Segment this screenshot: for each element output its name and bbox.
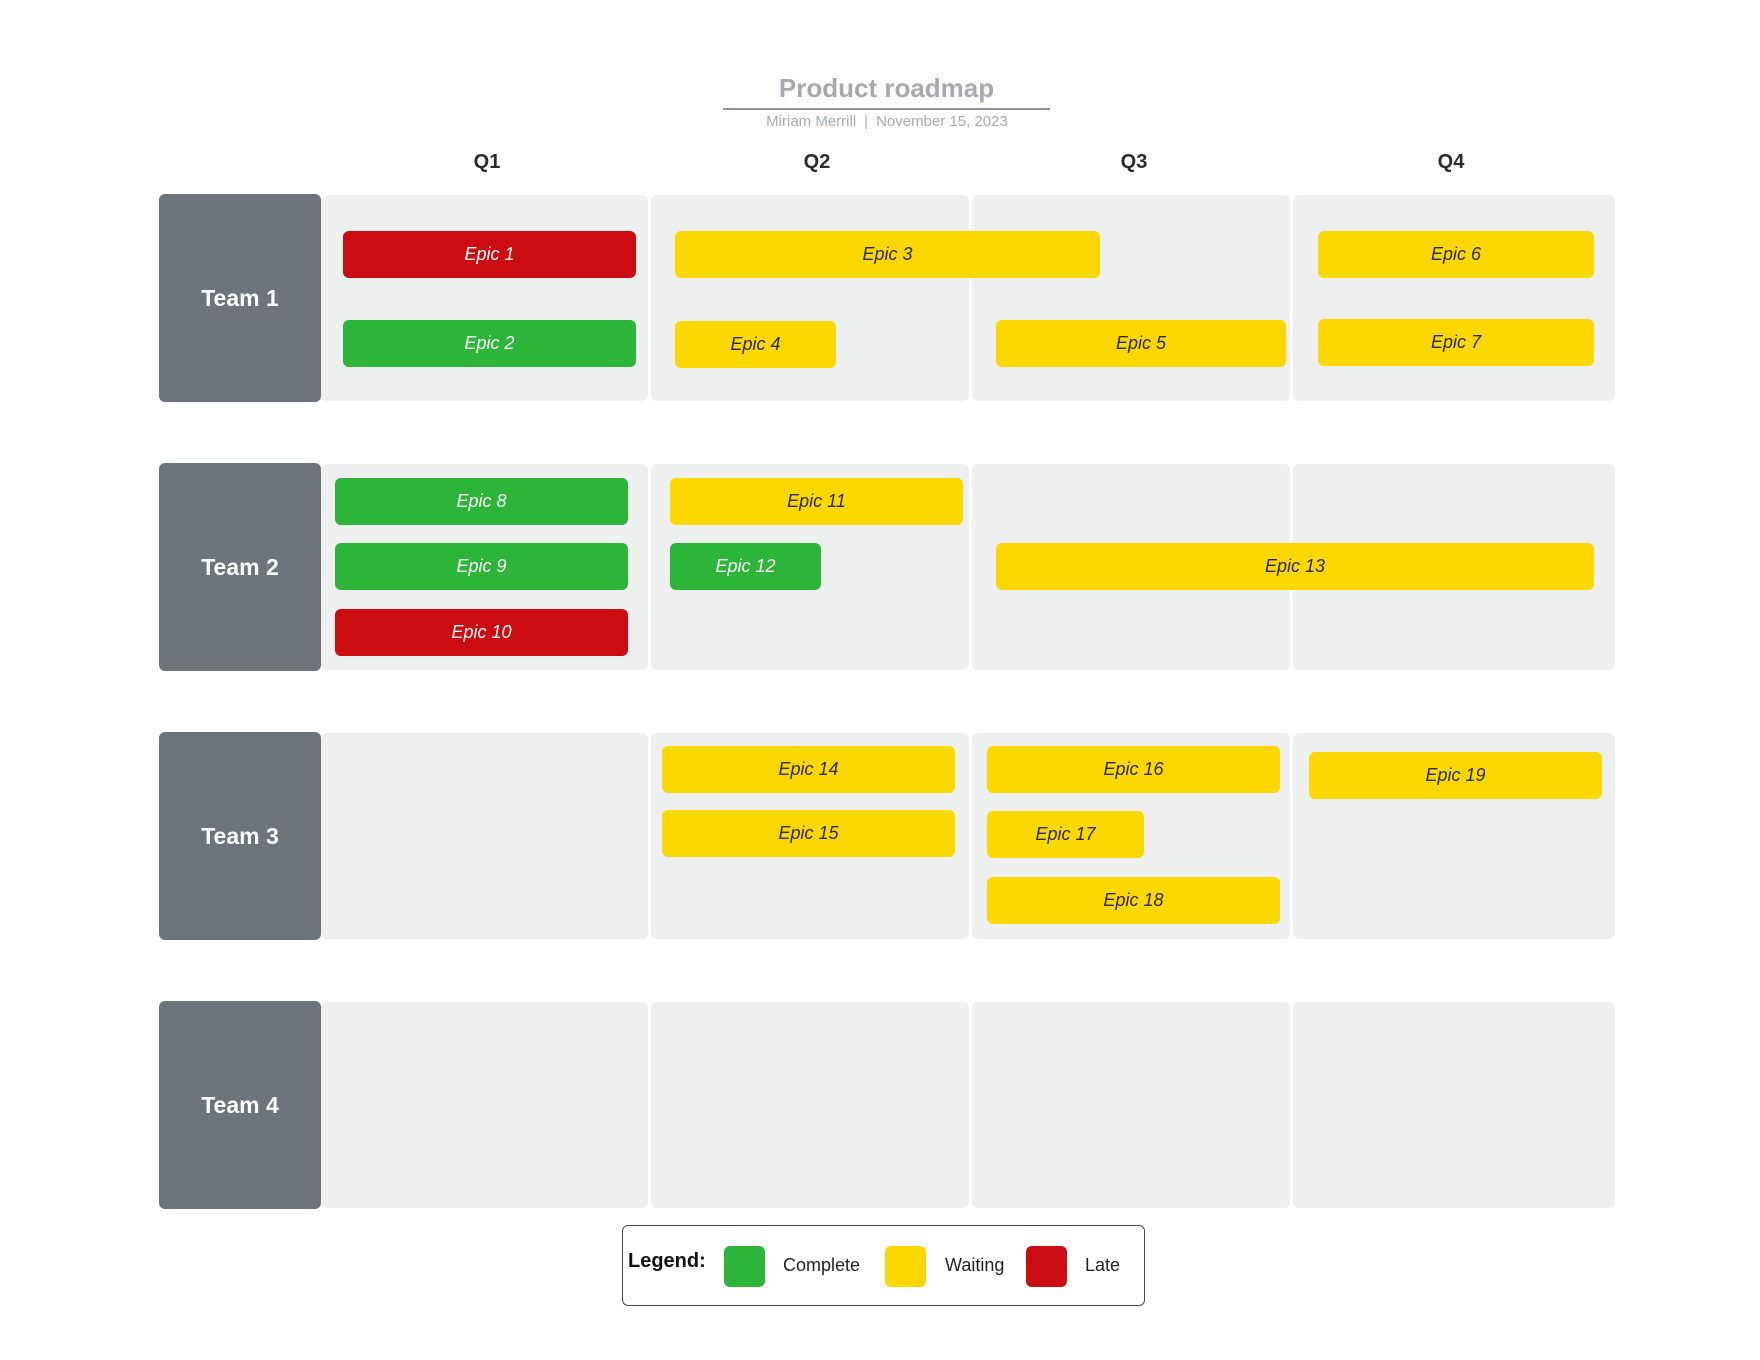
- legend-label-complete: Complete: [783, 1255, 861, 1275]
- epic-bar-epic-15[interactable]: Epic 15: [662, 810, 955, 857]
- epic-bar-epic-8[interactable]: Epic 8: [335, 478, 628, 525]
- quarter-header-q2: Q2: [803, 151, 831, 173]
- subtitle: [700, 113, 1074, 130]
- quarter-cell: [972, 1002, 1290, 1208]
- page-title: Product roadmap: [723, 70, 1050, 110]
- epic-bar-epic-10[interactable]: Epic 10: [335, 609, 628, 656]
- quarter-cell: [972, 195, 1290, 401]
- separator: |: [864, 113, 869, 130]
- quarter-cell: [651, 195, 969, 401]
- epic-bar-epic-14[interactable]: Epic 14: [662, 746, 955, 793]
- team-label-1: Team 1: [159, 194, 321, 402]
- epic-bar-epic-6[interactable]: Epic 6: [1318, 231, 1594, 278]
- quarter-cell: [321, 195, 648, 401]
- team-label-4: Team 4: [159, 1001, 321, 1209]
- team-label-2: Team 2: [159, 463, 321, 671]
- quarter-cell: [321, 733, 648, 939]
- quarter-cell: [1293, 1002, 1615, 1208]
- legend-swatch-complete: [724, 1246, 765, 1287]
- author: Miriam Merrill: [766, 113, 857, 130]
- legend-swatch-waiting: [885, 1246, 926, 1287]
- legend-label-waiting: Waiting: [945, 1255, 1005, 1275]
- quarter-cell: [651, 1002, 969, 1208]
- quarter-header-q4: Q4: [1437, 151, 1465, 173]
- epic-bar-epic-2[interactable]: Epic 2: [343, 320, 636, 367]
- epic-bar-epic-13[interactable]: Epic 13: [996, 543, 1594, 590]
- epic-bar-epic-5[interactable]: Epic 5: [996, 320, 1286, 367]
- legend-label-late: Late: [1085, 1255, 1121, 1275]
- epic-bar-epic-9[interactable]: Epic 9: [335, 543, 628, 590]
- epic-bar-epic-11[interactable]: Epic 11: [670, 478, 963, 525]
- date: November 15, 2023: [876, 113, 1008, 130]
- epic-bar-epic-12[interactable]: Epic 12: [670, 543, 821, 590]
- epic-bar-epic-18[interactable]: Epic 18: [987, 877, 1280, 924]
- epic-bar-epic-1[interactable]: Epic 1: [343, 231, 636, 278]
- quarter-cell: [321, 1002, 648, 1208]
- epic-bar-epic-4[interactable]: Epic 4: [675, 321, 836, 368]
- epic-bar-epic-7[interactable]: Epic 7: [1318, 319, 1594, 366]
- quarter-header-q1: Q1: [473, 151, 501, 173]
- epic-bar-epic-19[interactable]: Epic 19: [1309, 752, 1602, 799]
- epic-bar-epic-3[interactable]: Epic 3: [675, 231, 1100, 278]
- epic-bar-epic-17[interactable]: Epic 17: [987, 811, 1144, 858]
- legend-swatch-late: [1026, 1246, 1067, 1287]
- team-label-3: Team 3: [159, 732, 321, 940]
- legend-title: Legend:: [628, 1250, 706, 1272]
- legend: [622, 1225, 1145, 1306]
- quarter-header-q3: Q3: [1120, 151, 1148, 173]
- quarter-cell: [1293, 195, 1615, 401]
- epic-bar-epic-16[interactable]: Epic 16: [987, 746, 1280, 793]
